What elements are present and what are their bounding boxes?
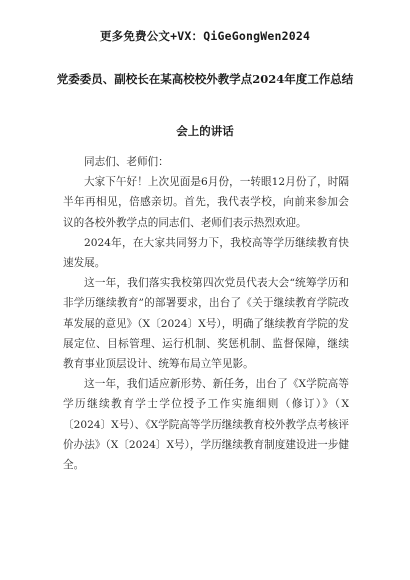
body-paragraph: 2024年，在大家共同努力下，我校高等学历继续教育快速发展。 (63, 236, 349, 270)
document-body (63, 152, 349, 475)
document-title-line-2: 会上的讲话 (176, 124, 234, 138)
header-watermark-line: 更多免费公文+VX：QiGeGongWen2024 (99, 29, 311, 43)
body-paragraph: 这一年，我们落实我校第四次党员代表大会“统筹学历和非学历继续教育”的部署要求，出台了《关于继续教育学院改革发展的意见》（X〔2024〕X号），明确了继续教育学院的发展定位、目标管理、运行机制、奖惩机制、监督保障，继续教育事业顶层设计、统筹布局立竿见影。 (63, 277, 349, 371)
body-paragraph: 大家下午好！上次见面是6月份，一转眼12月份了，时隔半年再相见，倍感亲切。首先，我代表学校，向前来参加会议的各校外教学点的同志们、老师们表示热烈欢迎。 (63, 176, 349, 229)
body-paragraph: 这一年，我们适应新形势、新任务，出台了《X学院高等学历继续教育学士学位授予工作实施细则（修订）》（X〔2024〕X号）、《X学院高等学历继续教育校外教学点考核评价办法》（X〔2024〕X号），学历继续教育制度建设进一步健全。 (63, 378, 349, 472)
document-title-line-1: 党委委员、副校长在某高校校外教学点2024年度工作总结 (56, 72, 354, 86)
salutation: 同志们、老师们： (84, 156, 169, 168)
